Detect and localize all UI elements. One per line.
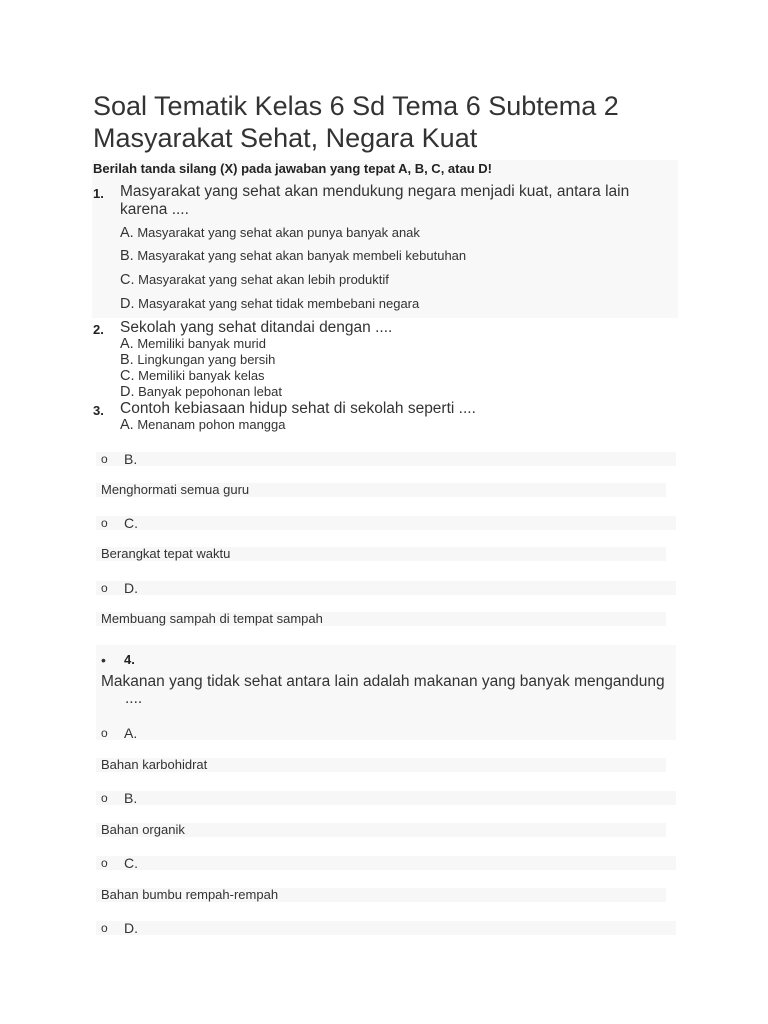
- row-band: [96, 921, 676, 935]
- q2-option-b: B. Lingkungan yang bersih: [120, 352, 276, 368]
- q4-option-b-text: Bahan organik: [101, 822, 185, 837]
- q1-option-c: C. Masyarakat yang sehat akan lebih produktif: [120, 272, 389, 288]
- circle-bullet-icon: o: [101, 726, 108, 740]
- q1-text: Masyarakat yang sehat akan mendukung negara menjadi kuat, antara lain karena ....: [120, 183, 630, 218]
- circle-bullet-icon: o: [101, 856, 108, 870]
- disc-bullet-icon: •: [101, 652, 106, 668]
- q1-option-a: A. Masyarakat yang sehat akan punya banyak anak: [120, 225, 420, 241]
- q3-option-d-text: Membuang sampah di tempat sampah: [101, 611, 323, 626]
- q2-option-c: C. Memiliki banyak kelas: [120, 368, 265, 384]
- circle-bullet-icon: o: [101, 791, 108, 805]
- q4-option-d-letter: D.: [124, 920, 138, 936]
- q4-option-b-letter: B.: [124, 790, 138, 806]
- row-band: [96, 452, 676, 466]
- q3-number: 3.: [93, 403, 104, 418]
- row-band: [96, 516, 676, 530]
- q4-text: Makanan yang tidak sehat antara lain adalah makanan yang banyak mengandung ....: [101, 673, 665, 707]
- q4-option-c-text: Bahan bumbu rempah-rempah: [101, 887, 279, 902]
- row-band: [96, 856, 676, 870]
- q1-option-b: B. Masyarakat yang sehat akan banyak membeli kebutuhan: [120, 248, 467, 264]
- page-title: Soal Tematik Kelas 6 Sd Tema 6 Subtema 2 Masyarakat Sehat, Negara Kuat: [93, 91, 619, 153]
- q3-option-a: A. Menanam pohon mangga: [120, 417, 286, 433]
- q4-option-c-letter: C.: [124, 855, 138, 871]
- row-band: [96, 791, 676, 805]
- q4-option-a-text: Bahan karbohidrat: [101, 757, 208, 772]
- q2-number: 2.: [93, 322, 104, 337]
- q3-option-d-letter: D.: [124, 580, 138, 596]
- row-band: [96, 581, 676, 595]
- q3-text: Contoh kebiasaan hidup sehat di sekolah seperti ....: [120, 400, 476, 417]
- q3-option-c-text: Berangkat tepat waktu: [101, 546, 231, 561]
- circle-bullet-icon: o: [101, 452, 108, 466]
- q3-option-c-letter: C.: [124, 515, 138, 531]
- q4-option-a-letter: A.: [124, 725, 138, 741]
- q2-option-a: A. Memiliki banyak murid: [120, 336, 266, 352]
- q1-number: 1.: [93, 186, 104, 201]
- circle-bullet-icon: o: [101, 921, 108, 935]
- q2-option-d: D. Banyak pepohonan lebat: [120, 384, 282, 400]
- q4-number: 4.: [124, 652, 135, 667]
- q3-option-b-text: Menghormati semua guru: [101, 482, 250, 497]
- q3-option-b-letter: B.: [124, 451, 138, 467]
- circle-bullet-icon: o: [101, 581, 108, 595]
- q2-text: Sekolah yang sehat ditandai dengan ....: [120, 319, 393, 336]
- circle-bullet-icon: o: [101, 516, 108, 530]
- q1-option-d: D. Masyarakat yang sehat tidak membebani negara: [120, 296, 420, 312]
- instruction-text: Berilah tanda silang (X) pada jawaban yang tepat A, B, C, atau D!: [93, 161, 492, 176]
